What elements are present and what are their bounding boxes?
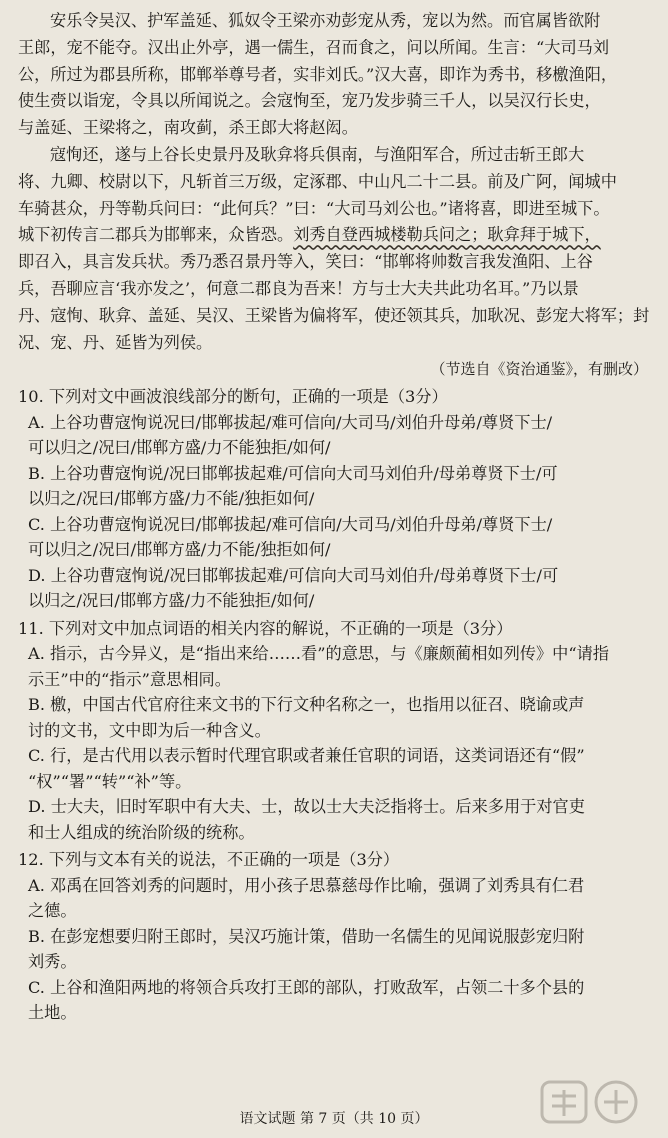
question-11 <box>18 616 654 846</box>
answer-option-line: D. 上谷功曹寇恂说/况曰邯郸拔起难/可信向大司马刘伯升/母弟尊贤下士/可 <box>28 565 559 585</box>
question-10 <box>18 384 654 614</box>
question-stem: 10. 下列对文中画波浪线部分的断句，正确的一项是（3分） <box>18 387 448 407</box>
passage-line: 王郎，宠不能夺。汉出止外亭，遇一儒生，召而食之，问以所闻。生言：“大司马刘 <box>18 37 610 57</box>
passage-line-with-wavy <box>18 222 654 249</box>
answer-option-line: 以归之/况曰/邯郸方盛/力不能/独拒如何/ <box>28 489 315 509</box>
answer-option-line: B. 在彭宠想要归附王郎时，吴汉巧施计策，借助一名儒生的见闻说服彭宠归附 <box>28 926 585 946</box>
passage-line: 车骑甚众，丹等勒兵问曰：“此何兵？”曰：“大司马刘公也。”诸将喜，即进至城下。 <box>18 198 610 218</box>
answer-option-line: 以归之/况曰/邯郸方盛/力不能独拒/如何/ <box>28 591 315 611</box>
answer-option[interactable] <box>18 975 654 1026</box>
question-stem: 11. 下列对文中加点词语的相关内容的解说，不正确的一项是（3分） <box>18 618 513 638</box>
answer-option[interactable] <box>18 924 654 975</box>
question-12 <box>18 847 654 1026</box>
answer-option-line: 刘秀。 <box>28 952 77 972</box>
answer-option-line: 之德。 <box>28 901 77 921</box>
answer-option[interactable] <box>18 410 654 461</box>
passage-line: 寇恂还，遂与上谷长史景丹及耿弇将兵俱南，与渔阳军合，所过击斩王郎大 <box>50 144 585 164</box>
answer-option[interactable] <box>18 743 654 794</box>
answer-option-line: B. 上谷功曹寇恂说/况曰邯郸拔起难/可信向大司马刘伯升/母弟尊贤下士/可 <box>28 463 558 483</box>
passage-paragraph-2 <box>18 142 654 356</box>
logo-watermark-icon <box>538 1076 658 1134</box>
answer-option-line: 可以归之/况曰/邯郸方盛/力不能独拒/如何/ <box>28 438 331 458</box>
answer-option-line: 讨的文书，文中即为后一种含义。 <box>28 720 271 740</box>
passage-line: 安乐令吴汉、护军盖延、狐奴令王梁亦劝彭宠从秀，宠以为然。而官属皆欲附 <box>50 11 601 30</box>
passage-line: 城下初传言二郡兵为邯郸来，众皆恐。 <box>18 225 294 245</box>
answer-option-line: C. 上谷功曹寇恂说况曰/邯郸拔起/难可信向/大司马/刘伯升母弟/尊贤下士/ <box>28 514 553 534</box>
answer-option-line: C. 行，是古代用以表示暂时代理官职或者兼任官职的词语，这类词语还有“假” <box>28 746 585 766</box>
passage-source: （节选自《资治通鉴》，有删改） <box>430 360 648 379</box>
answer-option-line: 土地。 <box>28 1003 77 1023</box>
answer-option-line: “权”“署”“转”“补”等。 <box>28 771 192 791</box>
answer-option-line: 可以归之/况曰/邯郸方盛/力不能/独拒如何/ <box>28 540 331 560</box>
passage-line: 与盖延、王梁将之，南攻蓟，杀王郎大将赵闳。 <box>18 118 358 138</box>
passage-line: 丹、寇恂、耿弇、盖延、吴汉、王梁皆为偏将军，使还领其兵，加耿况、彭宠大将军；封 <box>18 305 650 325</box>
answer-option[interactable] <box>18 692 654 743</box>
passage-paragraph-1 <box>18 8 654 142</box>
answer-option-line: 和士人组成的统治阶级的统称。 <box>28 822 255 842</box>
passage-line: 使生赍以诣宠，令具以所闻说之。会寇恂至，宠乃发步骑三千人，以吴汉行长史， <box>18 91 601 111</box>
answer-option-line: D. 士大夫，旧时军职中有大夫、士，故以士大夫泛指将士。后来多用于对官吏 <box>28 797 585 817</box>
answer-option-line: C. 上谷和渔阳两地的将领合兵攻打王郎的部队，打败敌军，占领二十多个县的 <box>28 977 585 997</box>
passage-line: 公，所过为郡县所称，邯郸举尊号者，实非刘氏。”汉大喜，即诈为秀书，移檄渔阳， <box>18 64 618 84</box>
answer-option-line: B. 檄，中国古代官府往来文书的下行文种名称之一，也指用以征召、晓谕或声 <box>28 695 585 715</box>
answer-option[interactable] <box>18 641 654 692</box>
passage-line: 即召入，具言发兵状。秀乃悉召景丹等入，笑曰：“邯郸将帅数言我发渔阳、上谷 <box>18 252 593 272</box>
answer-option-line: A. 邓禹在回答刘秀的问题时，用小孩子思慕慈母作比喻，强调了刘秀具有仁君 <box>28 875 585 895</box>
answer-option[interactable] <box>18 563 654 614</box>
passage-line: 况、宠、丹、延皆为列侯。 <box>18 332 213 352</box>
answer-option[interactable] <box>18 512 654 563</box>
page-footer: 语文试题 第 7 页（共 10 页） <box>239 1111 429 1127</box>
question-stem: 12. 下列与文本有关的说法，不正确的一项是（3分） <box>18 850 400 870</box>
answer-option[interactable] <box>18 461 654 512</box>
answer-option-line: 示王”中的“指示”意思相同。 <box>28 669 231 689</box>
passage-line: 将、九卿、校尉以下，凡斩首三万级，定涿郡、中山凡二十二县。前及广阿，闻城中 <box>18 171 617 191</box>
wavy-underlined-text: 刘秀自登西城楼勒兵问之；耿弇拜于城下， <box>293 225 601 245</box>
question-list <box>18 384 654 1026</box>
answer-option-line: A. 指示，古今异义，是“指出来给……看”的意思，与《廉颇蔺相如列传》中“请指 <box>28 644 609 664</box>
passage-line: 兵，吾聊应言‘我亦发之’，何意二郡良为吾来！方与士大夫共此功名耳。”乃以景 <box>18 278 579 298</box>
answer-option[interactable] <box>18 873 654 924</box>
answer-option-line: A. 上谷功曹寇恂说况曰/邯郸拔起/难可信向/大司马/刘伯升母弟/尊贤下士/ <box>28 412 553 432</box>
answer-option[interactable] <box>18 794 654 845</box>
